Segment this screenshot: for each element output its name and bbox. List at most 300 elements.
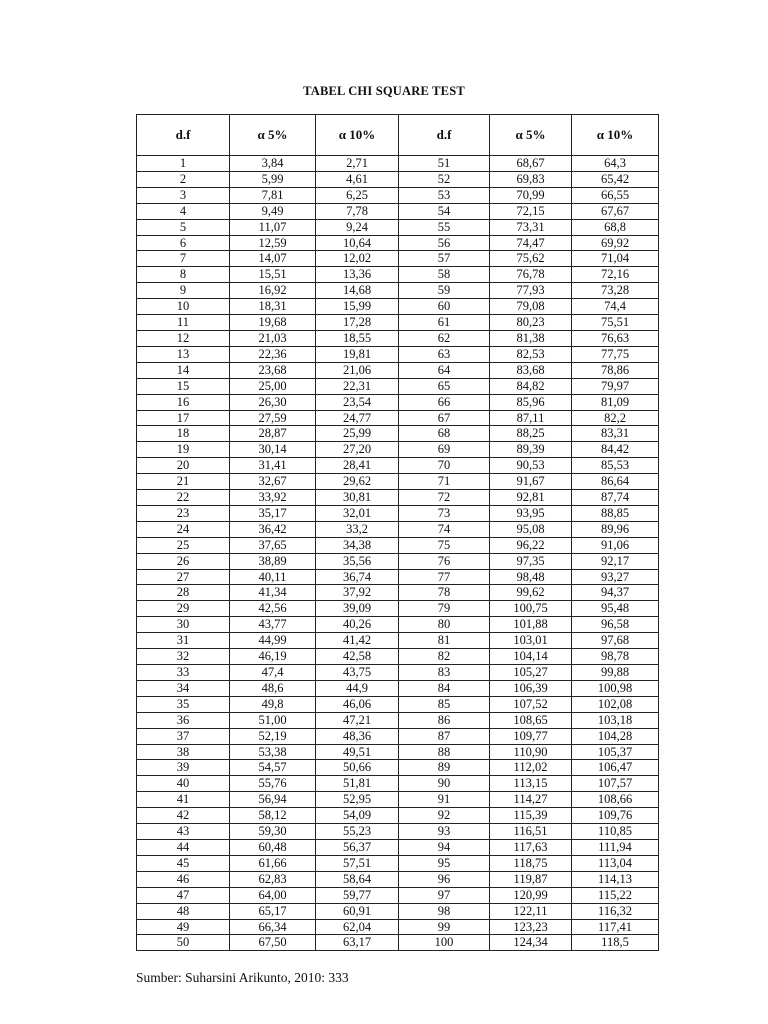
table-row bbox=[137, 553, 659, 569]
cell-alpha10-right: 91,06 bbox=[572, 537, 659, 553]
cell-alpha5-right: 119,87 bbox=[490, 871, 572, 887]
cell-df-left: 48 bbox=[137, 903, 230, 919]
cell-df-right: 55 bbox=[399, 219, 490, 235]
cell-alpha10-left: 55,23 bbox=[316, 824, 399, 840]
table-row bbox=[137, 601, 659, 617]
cell-alpha10-right: 103,18 bbox=[572, 712, 659, 728]
cell-alpha5-left: 51,00 bbox=[230, 712, 316, 728]
cell-df-left: 11 bbox=[137, 315, 230, 331]
cell-df-left: 21 bbox=[137, 474, 230, 490]
cell-df-left: 9 bbox=[137, 283, 230, 299]
cell-alpha10-left: 24,77 bbox=[316, 410, 399, 426]
header-alpha10-right: α 10% bbox=[572, 115, 659, 156]
cell-alpha5-left: 66,34 bbox=[230, 919, 316, 935]
cell-alpha5-right: 90,53 bbox=[490, 458, 572, 474]
cell-alpha5-right: 122,11 bbox=[490, 903, 572, 919]
cell-alpha10-left: 2,71 bbox=[316, 156, 399, 172]
cell-df-left: 30 bbox=[137, 617, 230, 633]
cell-df-left: 37 bbox=[137, 728, 230, 744]
table-row bbox=[137, 839, 659, 855]
cell-alpha10-right: 109,76 bbox=[572, 808, 659, 824]
cell-alpha10-right: 108,66 bbox=[572, 792, 659, 808]
cell-alpha5-right: 101,88 bbox=[490, 617, 572, 633]
cell-alpha10-left: 48,36 bbox=[316, 728, 399, 744]
cell-alpha10-right: 104,28 bbox=[572, 728, 659, 744]
cell-alpha10-right: 92,17 bbox=[572, 553, 659, 569]
cell-alpha10-left: 13,36 bbox=[316, 267, 399, 283]
cell-alpha10-right: 72,16 bbox=[572, 267, 659, 283]
cell-df-right: 66 bbox=[399, 394, 490, 410]
cell-alpha10-right: 102,08 bbox=[572, 696, 659, 712]
cell-alpha5-right: 70,99 bbox=[490, 187, 572, 203]
cell-df-right: 88 bbox=[399, 744, 490, 760]
cell-alpha5-left: 33,92 bbox=[230, 490, 316, 506]
table-row bbox=[137, 585, 659, 601]
cell-alpha10-left: 49,51 bbox=[316, 744, 399, 760]
cell-alpha10-left: 22,31 bbox=[316, 378, 399, 394]
cell-alpha5-right: 89,39 bbox=[490, 442, 572, 458]
table-row bbox=[137, 935, 659, 951]
cell-df-left: 38 bbox=[137, 744, 230, 760]
cell-alpha5-right: 106,39 bbox=[490, 680, 572, 696]
cell-alpha5-right: 95,08 bbox=[490, 521, 572, 537]
cell-df-left: 33 bbox=[137, 665, 230, 681]
cell-alpha5-left: 48,6 bbox=[230, 680, 316, 696]
cell-df-left: 42 bbox=[137, 808, 230, 824]
cell-df-right: 68 bbox=[399, 426, 490, 442]
cell-alpha5-left: 41,34 bbox=[230, 585, 316, 601]
cell-alpha10-right: 107,57 bbox=[572, 776, 659, 792]
cell-df-right: 59 bbox=[399, 283, 490, 299]
table-row bbox=[137, 474, 659, 490]
cell-df-left: 12 bbox=[137, 330, 230, 346]
cell-df-left: 20 bbox=[137, 458, 230, 474]
table-row bbox=[137, 171, 659, 187]
cell-alpha5-right: 118,75 bbox=[490, 855, 572, 871]
cell-alpha5-right: 107,52 bbox=[490, 696, 572, 712]
cell-alpha5-right: 84,82 bbox=[490, 378, 572, 394]
cell-alpha10-left: 40,26 bbox=[316, 617, 399, 633]
cell-alpha5-right: 105,27 bbox=[490, 665, 572, 681]
cell-alpha10-left: 59,77 bbox=[316, 887, 399, 903]
cell-alpha5-left: 38,89 bbox=[230, 553, 316, 569]
cell-alpha5-left: 37,65 bbox=[230, 537, 316, 553]
cell-alpha5-left: 28,87 bbox=[230, 426, 316, 442]
cell-alpha5-left: 60,48 bbox=[230, 839, 316, 855]
cell-df-right: 83 bbox=[399, 665, 490, 681]
cell-df-left: 22 bbox=[137, 490, 230, 506]
cell-df-right: 77 bbox=[399, 569, 490, 585]
cell-alpha10-right: 68,8 bbox=[572, 219, 659, 235]
cell-df-left: 25 bbox=[137, 537, 230, 553]
cell-alpha5-right: 97,35 bbox=[490, 553, 572, 569]
cell-alpha10-right: 111,94 bbox=[572, 839, 659, 855]
table-body bbox=[137, 156, 659, 951]
cell-alpha5-right: 116,51 bbox=[490, 824, 572, 840]
table-row bbox=[137, 187, 659, 203]
cell-alpha10-left: 63,17 bbox=[316, 935, 399, 951]
cell-alpha10-right: 69,92 bbox=[572, 235, 659, 251]
cell-df-left: 32 bbox=[137, 649, 230, 665]
cell-alpha10-right: 98,78 bbox=[572, 649, 659, 665]
table-row bbox=[137, 362, 659, 378]
cell-alpha5-right: 117,63 bbox=[490, 839, 572, 855]
cell-alpha5-left: 58,12 bbox=[230, 808, 316, 824]
cell-df-left: 7 bbox=[137, 251, 230, 267]
cell-alpha5-left: 35,17 bbox=[230, 505, 316, 521]
cell-alpha10-left: 51,81 bbox=[316, 776, 399, 792]
cell-alpha5-left: 11,07 bbox=[230, 219, 316, 235]
cell-df-left: 6 bbox=[137, 235, 230, 251]
cell-alpha5-left: 22,36 bbox=[230, 346, 316, 362]
cell-alpha10-right: 93,27 bbox=[572, 569, 659, 585]
cell-alpha5-right: 123,23 bbox=[490, 919, 572, 935]
cell-alpha5-right: 73,31 bbox=[490, 219, 572, 235]
cell-alpha5-left: 30,14 bbox=[230, 442, 316, 458]
cell-df-right: 73 bbox=[399, 505, 490, 521]
cell-df-right: 71 bbox=[399, 474, 490, 490]
cell-df-right: 81 bbox=[399, 633, 490, 649]
cell-alpha10-right: 115,22 bbox=[572, 887, 659, 903]
cell-alpha10-right: 81,09 bbox=[572, 394, 659, 410]
cell-alpha5-right: 115,39 bbox=[490, 808, 572, 824]
cell-alpha10-left: 37,92 bbox=[316, 585, 399, 601]
cell-alpha5-right: 96,22 bbox=[490, 537, 572, 553]
cell-alpha10-left: 19,81 bbox=[316, 346, 399, 362]
cell-df-right: 95 bbox=[399, 855, 490, 871]
cell-alpha10-right: 78,86 bbox=[572, 362, 659, 378]
cell-alpha5-left: 16,92 bbox=[230, 283, 316, 299]
cell-alpha10-right: 74,4 bbox=[572, 299, 659, 315]
cell-df-right: 76 bbox=[399, 553, 490, 569]
cell-alpha5-right: 69,83 bbox=[490, 171, 572, 187]
cell-alpha10-right: 87,74 bbox=[572, 490, 659, 506]
cell-alpha5-left: 40,11 bbox=[230, 569, 316, 585]
header-df-right: d.f bbox=[399, 115, 490, 156]
cell-df-right: 97 bbox=[399, 887, 490, 903]
cell-df-left: 27 bbox=[137, 569, 230, 585]
table-row bbox=[137, 871, 659, 887]
cell-alpha5-left: 21,03 bbox=[230, 330, 316, 346]
cell-alpha10-right: 113,04 bbox=[572, 855, 659, 871]
cell-df-left: 35 bbox=[137, 696, 230, 712]
cell-df-left: 18 bbox=[137, 426, 230, 442]
cell-alpha10-right: 114,13 bbox=[572, 871, 659, 887]
cell-alpha10-left: 50,66 bbox=[316, 760, 399, 776]
cell-alpha10-left: 17,28 bbox=[316, 315, 399, 331]
cell-alpha10-left: 21,06 bbox=[316, 362, 399, 378]
cell-alpha5-right: 110,90 bbox=[490, 744, 572, 760]
cell-df-left: 19 bbox=[137, 442, 230, 458]
cell-df-right: 51 bbox=[399, 156, 490, 172]
cell-alpha5-left: 43,77 bbox=[230, 617, 316, 633]
cell-alpha5-left: 7,81 bbox=[230, 187, 316, 203]
cell-df-right: 100 bbox=[399, 935, 490, 951]
cell-df-left: 50 bbox=[137, 935, 230, 951]
cell-df-right: 72 bbox=[399, 490, 490, 506]
table-row bbox=[137, 855, 659, 871]
cell-alpha5-right: 93,95 bbox=[490, 505, 572, 521]
source-note: Sumber: Suharsini Arikunto, 2010: 333 bbox=[136, 970, 349, 985]
cell-df-right: 69 bbox=[399, 442, 490, 458]
cell-alpha10-right: 83,31 bbox=[572, 426, 659, 442]
cell-alpha5-left: 59,30 bbox=[230, 824, 316, 840]
cell-alpha5-right: 112,02 bbox=[490, 760, 572, 776]
cell-alpha10-right: 79,97 bbox=[572, 378, 659, 394]
cell-alpha5-right: 88,25 bbox=[490, 426, 572, 442]
cell-alpha10-right: 88,85 bbox=[572, 505, 659, 521]
cell-df-right: 61 bbox=[399, 315, 490, 331]
table-row bbox=[137, 665, 659, 681]
page-title: TABEL CHI SQUARE TEST bbox=[303, 84, 465, 98]
cell-alpha5-left: 27,59 bbox=[230, 410, 316, 426]
cell-alpha10-left: 44,9 bbox=[316, 680, 399, 696]
cell-alpha5-left: 15,51 bbox=[230, 267, 316, 283]
cell-alpha10-right: 73,28 bbox=[572, 283, 659, 299]
cell-alpha5-left: 53,38 bbox=[230, 744, 316, 760]
cell-df-right: 80 bbox=[399, 617, 490, 633]
table-row bbox=[137, 792, 659, 808]
cell-alpha10-left: 27,20 bbox=[316, 442, 399, 458]
cell-df-right: 57 bbox=[399, 251, 490, 267]
cell-alpha5-left: 12,59 bbox=[230, 235, 316, 251]
table-row bbox=[137, 315, 659, 331]
cell-alpha10-right: 64,3 bbox=[572, 156, 659, 172]
table-row bbox=[137, 203, 659, 219]
cell-alpha10-left: 58,64 bbox=[316, 871, 399, 887]
cell-alpha5-left: 56,94 bbox=[230, 792, 316, 808]
cell-alpha10-right: 89,96 bbox=[572, 521, 659, 537]
cell-alpha5-left: 62,83 bbox=[230, 871, 316, 887]
table-row bbox=[137, 442, 659, 458]
cell-df-right: 99 bbox=[399, 919, 490, 935]
cell-df-right: 90 bbox=[399, 776, 490, 792]
cell-alpha5-left: 49,8 bbox=[230, 696, 316, 712]
cell-alpha10-right: 99,88 bbox=[572, 665, 659, 681]
cell-alpha5-left: 55,76 bbox=[230, 776, 316, 792]
cell-df-left: 3 bbox=[137, 187, 230, 203]
cell-df-right: 86 bbox=[399, 712, 490, 728]
cell-alpha5-left: 42,56 bbox=[230, 601, 316, 617]
table-row bbox=[137, 490, 659, 506]
table-row bbox=[137, 426, 659, 442]
cell-alpha10-left: 52,95 bbox=[316, 792, 399, 808]
cell-alpha10-right: 85,53 bbox=[572, 458, 659, 474]
cell-df-right: 93 bbox=[399, 824, 490, 840]
cell-df-left: 46 bbox=[137, 871, 230, 887]
cell-df-right: 78 bbox=[399, 585, 490, 601]
cell-alpha10-left: 41,42 bbox=[316, 633, 399, 649]
table-row bbox=[137, 394, 659, 410]
cell-alpha10-left: 43,75 bbox=[316, 665, 399, 681]
cell-alpha10-right: 116,32 bbox=[572, 903, 659, 919]
cell-alpha10-left: 7,78 bbox=[316, 203, 399, 219]
cell-alpha10-right: 110,85 bbox=[572, 824, 659, 840]
header-alpha5-left: α 5% bbox=[230, 115, 316, 156]
cell-df-left: 43 bbox=[137, 824, 230, 840]
cell-df-right: 91 bbox=[399, 792, 490, 808]
cell-alpha10-left: 12,02 bbox=[316, 251, 399, 267]
cell-alpha5-right: 113,15 bbox=[490, 776, 572, 792]
cell-df-right: 64 bbox=[399, 362, 490, 378]
cell-df-left: 26 bbox=[137, 553, 230, 569]
cell-df-right: 53 bbox=[399, 187, 490, 203]
cell-alpha5-right: 100,75 bbox=[490, 601, 572, 617]
cell-alpha5-left: 3,84 bbox=[230, 156, 316, 172]
cell-alpha5-right: 81,38 bbox=[490, 330, 572, 346]
cell-alpha10-right: 66,55 bbox=[572, 187, 659, 203]
table-row bbox=[137, 903, 659, 919]
cell-alpha10-right: 71,04 bbox=[572, 251, 659, 267]
cell-alpha10-left: 6,25 bbox=[316, 187, 399, 203]
table-row bbox=[137, 251, 659, 267]
cell-df-left: 8 bbox=[137, 267, 230, 283]
cell-alpha10-left: 4,61 bbox=[316, 171, 399, 187]
table-row bbox=[137, 330, 659, 346]
table-row bbox=[137, 283, 659, 299]
cell-df-right: 87 bbox=[399, 728, 490, 744]
cell-alpha5-left: 65,17 bbox=[230, 903, 316, 919]
cell-alpha10-right: 77,75 bbox=[572, 346, 659, 362]
cell-df-right: 84 bbox=[399, 680, 490, 696]
cell-alpha5-right: 82,53 bbox=[490, 346, 572, 362]
cell-df-right: 79 bbox=[399, 601, 490, 617]
cell-alpha10-left: 47,21 bbox=[316, 712, 399, 728]
cell-alpha10-right: 96,58 bbox=[572, 617, 659, 633]
cell-alpha10-left: 9,24 bbox=[316, 219, 399, 235]
cell-alpha5-right: 104,14 bbox=[490, 649, 572, 665]
cell-alpha10-left: 14,68 bbox=[316, 283, 399, 299]
cell-df-left: 41 bbox=[137, 792, 230, 808]
cell-alpha10-left: 35,56 bbox=[316, 553, 399, 569]
cell-alpha5-right: 75,62 bbox=[490, 251, 572, 267]
cell-df-right: 82 bbox=[399, 649, 490, 665]
cell-alpha5-right: 74,47 bbox=[490, 235, 572, 251]
cell-alpha5-left: 64,00 bbox=[230, 887, 316, 903]
cell-alpha10-right: 86,64 bbox=[572, 474, 659, 490]
cell-alpha5-right: 72,15 bbox=[490, 203, 572, 219]
cell-df-left: 44 bbox=[137, 839, 230, 855]
table-row bbox=[137, 649, 659, 665]
cell-df-right: 98 bbox=[399, 903, 490, 919]
cell-df-left: 36 bbox=[137, 712, 230, 728]
cell-alpha5-right: 109,77 bbox=[490, 728, 572, 744]
table-row bbox=[137, 458, 659, 474]
cell-alpha5-left: 52,19 bbox=[230, 728, 316, 744]
cell-df-right: 92 bbox=[399, 808, 490, 824]
cell-alpha10-left: 18,55 bbox=[316, 330, 399, 346]
cell-df-left: 16 bbox=[137, 394, 230, 410]
cell-df-left: 5 bbox=[137, 219, 230, 235]
table-row bbox=[137, 410, 659, 426]
table-row bbox=[137, 712, 659, 728]
cell-alpha10-right: 67,67 bbox=[572, 203, 659, 219]
cell-alpha10-right: 97,68 bbox=[572, 633, 659, 649]
table-header-row bbox=[137, 115, 659, 156]
cell-alpha10-left: 28,41 bbox=[316, 458, 399, 474]
cell-alpha10-right: 76,63 bbox=[572, 330, 659, 346]
cell-df-left: 10 bbox=[137, 299, 230, 315]
cell-df-right: 63 bbox=[399, 346, 490, 362]
cell-alpha5-right: 120,99 bbox=[490, 887, 572, 903]
cell-df-left: 31 bbox=[137, 633, 230, 649]
cell-df-right: 85 bbox=[399, 696, 490, 712]
cell-alpha5-left: 32,67 bbox=[230, 474, 316, 490]
cell-df-right: 54 bbox=[399, 203, 490, 219]
cell-alpha10-left: 15,99 bbox=[316, 299, 399, 315]
cell-alpha10-left: 34,38 bbox=[316, 537, 399, 553]
table-row bbox=[137, 219, 659, 235]
cell-alpha5-right: 77,93 bbox=[490, 283, 572, 299]
cell-alpha10-right: 118,5 bbox=[572, 935, 659, 951]
table-row bbox=[137, 617, 659, 633]
header-alpha10-left: α 10% bbox=[316, 115, 399, 156]
cell-alpha5-right: 103,01 bbox=[490, 633, 572, 649]
table-row bbox=[137, 696, 659, 712]
cell-alpha10-left: 23,54 bbox=[316, 394, 399, 410]
cell-alpha10-right: 65,42 bbox=[572, 171, 659, 187]
cell-alpha10-right: 84,42 bbox=[572, 442, 659, 458]
cell-alpha10-left: 39,09 bbox=[316, 601, 399, 617]
cell-alpha5-right: 108,65 bbox=[490, 712, 572, 728]
table-row bbox=[137, 760, 659, 776]
cell-alpha10-left: 25,99 bbox=[316, 426, 399, 442]
cell-alpha5-right: 76,78 bbox=[490, 267, 572, 283]
cell-alpha10-left: 62,04 bbox=[316, 919, 399, 935]
cell-alpha10-left: 46,06 bbox=[316, 696, 399, 712]
cell-df-right: 60 bbox=[399, 299, 490, 315]
cell-alpha5-right: 98,48 bbox=[490, 569, 572, 585]
cell-alpha5-left: 25,00 bbox=[230, 378, 316, 394]
cell-df-left: 47 bbox=[137, 887, 230, 903]
cell-alpha5-left: 18,31 bbox=[230, 299, 316, 315]
cell-alpha5-right: 124,34 bbox=[490, 935, 572, 951]
cell-alpha5-left: 19,68 bbox=[230, 315, 316, 331]
cell-df-left: 17 bbox=[137, 410, 230, 426]
cell-alpha5-left: 26,30 bbox=[230, 394, 316, 410]
cell-df-left: 28 bbox=[137, 585, 230, 601]
cell-df-right: 96 bbox=[399, 871, 490, 887]
cell-alpha5-right: 80,23 bbox=[490, 315, 572, 331]
table-row bbox=[137, 569, 659, 585]
cell-df-right: 52 bbox=[399, 171, 490, 187]
cell-df-right: 74 bbox=[399, 521, 490, 537]
cell-alpha5-right: 99,62 bbox=[490, 585, 572, 601]
cell-df-right: 56 bbox=[399, 235, 490, 251]
chi-square-table bbox=[136, 114, 659, 951]
cell-df-left: 39 bbox=[137, 760, 230, 776]
table-row bbox=[137, 824, 659, 840]
cell-alpha5-left: 23,68 bbox=[230, 362, 316, 378]
cell-alpha10-left: 33,2 bbox=[316, 521, 399, 537]
table-row bbox=[137, 378, 659, 394]
cell-df-left: 15 bbox=[137, 378, 230, 394]
cell-alpha5-left: 61,66 bbox=[230, 855, 316, 871]
cell-alpha5-right: 92,81 bbox=[490, 490, 572, 506]
cell-alpha10-right: 82,2 bbox=[572, 410, 659, 426]
cell-alpha5-right: 83,68 bbox=[490, 362, 572, 378]
cell-alpha10-left: 56,37 bbox=[316, 839, 399, 855]
cell-df-left: 14 bbox=[137, 362, 230, 378]
cell-df-right: 67 bbox=[399, 410, 490, 426]
cell-df-left: 24 bbox=[137, 521, 230, 537]
table-row bbox=[137, 808, 659, 824]
cell-df-left: 40 bbox=[137, 776, 230, 792]
cell-alpha5-left: 47,4 bbox=[230, 665, 316, 681]
table-row bbox=[137, 919, 659, 935]
cell-alpha10-left: 29,62 bbox=[316, 474, 399, 490]
table-row bbox=[137, 267, 659, 283]
